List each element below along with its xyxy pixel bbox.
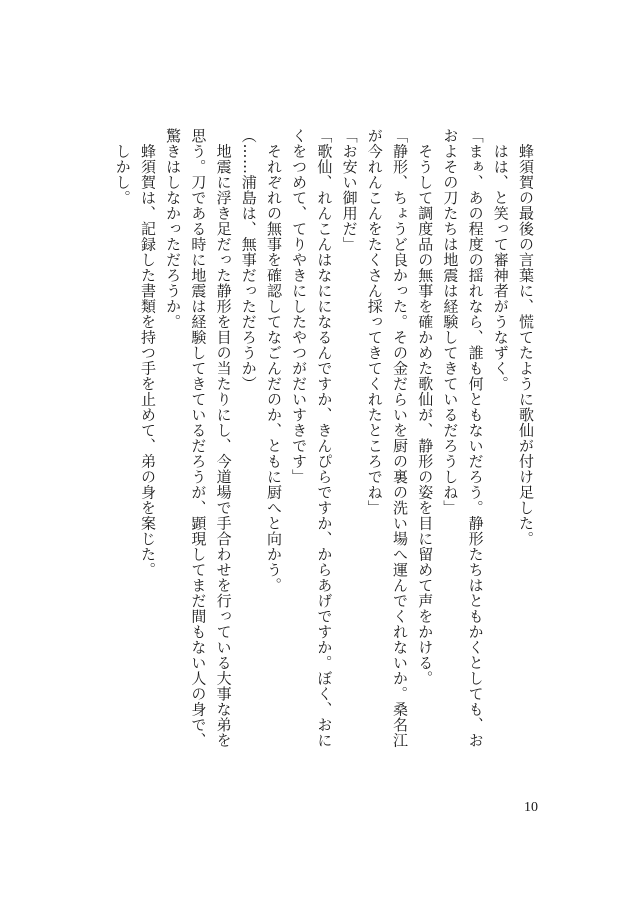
vertical-text-body: [78, 128, 538, 768]
text-line: 思う。刀である時に地震は経験してきているだろうが、顕現してまだ間もない人の身で、: [189, 128, 208, 748]
text-line: （……浦島は、無事だっただろうか）: [239, 128, 258, 392]
text-line: が今れんこんをたくさん採ってきてくれたところでね」: [365, 128, 384, 516]
text-line: 「歌仙、れんこんはなにになるんですか、きんぴらですか、からあげですか。ぼく、おに: [315, 128, 334, 748]
page-number: 10: [524, 800, 538, 815]
text-line: はは、と笑って審神者がうなずく。: [491, 128, 510, 392]
text-line: それぞれの無事を確認してなごんだのか、ともに厨へと向かう。: [264, 128, 283, 593]
text-line: しかし。: [113, 128, 132, 206]
text-line: およその刀たちは地震は経験してきているだろうしね」: [441, 128, 460, 516]
text-line: 蜂須賀は、記録した書類を持つ手を止めて、弟の身を案じた。: [138, 128, 157, 578]
text-line: 蜂須賀の最後の言葉に、慌てたように歌仙が付け足した。: [517, 128, 535, 547]
text-line: くをつめて、てりやきにしたやつがだいすきです」: [290, 128, 309, 485]
text-line: そうして調度品の無事を確かめた歌仙が、静形の姿を目に留めて声をかける。: [416, 128, 435, 686]
text-line: 「お安い御用だ」: [340, 128, 359, 252]
text-line: 「静形、ちょうど良かった。その金だらいを厨の裏の洗い場へ運んでくれないか。桑名江: [390, 128, 409, 748]
text-line: 地震に浮き足だった静形を目の当たりにし、今道場で手合わせを行っている大事な弟を: [214, 128, 233, 748]
text-line: 「まぁ、あの程度の揺れなら、誰も何ともないだろう。静形たちはともかくとしても、お: [466, 128, 485, 748]
text-line: 驚きはしなかっただろうか。: [164, 128, 183, 330]
